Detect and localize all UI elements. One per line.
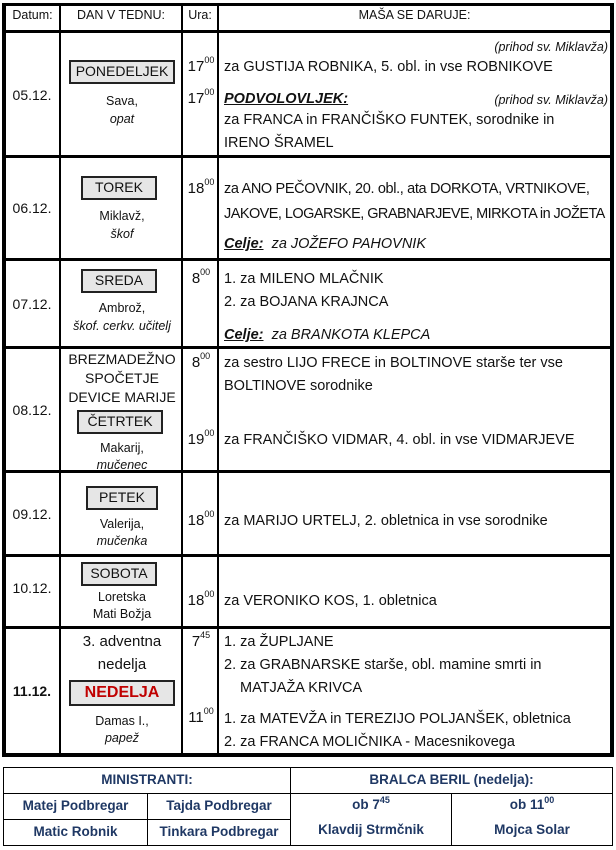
mass-time xyxy=(184,351,218,371)
saint-name: Miklavž, xyxy=(99,209,145,223)
hour: 17 xyxy=(187,90,205,107)
place-label: Celje: xyxy=(224,327,264,343)
saint-title: Mati Božja xyxy=(92,607,152,621)
minute: 00 xyxy=(204,177,215,187)
table-border-top xyxy=(2,3,614,6)
table-border-bottom xyxy=(2,753,614,757)
day-label: NEDELJA xyxy=(69,680,175,706)
day-label: ČETRTEK xyxy=(77,410,163,434)
row-date: 08.12. xyxy=(12,402,52,418)
header-divider xyxy=(2,30,614,33)
mass-intention-cont: 2. za FRANCA MOLIČNIKA - Macesnikovega xyxy=(224,734,515,750)
row-date: 05.12. xyxy=(12,87,52,103)
mass-time xyxy=(184,589,218,609)
mass-time xyxy=(184,630,218,650)
mass-intention-cont: IRENO ŠRAMEL xyxy=(224,135,334,151)
reader-time-prefix: ob xyxy=(352,797,373,812)
row-date: 09.12. xyxy=(12,506,52,522)
mass-intention-cont: 2. za GRABNARSKE starše, obl. mamine smrti in xyxy=(224,657,542,673)
reader-time xyxy=(291,797,451,812)
day-label: PONEDELJEK xyxy=(69,60,175,84)
reader-hour: 11 xyxy=(529,797,545,812)
reader-minute: 00 xyxy=(544,795,555,805)
reader-time-prefix: ob xyxy=(509,797,530,812)
saint-name: Makarij, xyxy=(100,441,144,455)
mass-intention: za FRANCA in FRANČIŠKO FUNTEK, sorodnike in xyxy=(224,112,555,128)
mass-time xyxy=(184,55,218,75)
day-label: PETEK xyxy=(86,486,158,510)
mass-intention: za sestro LIJO FRECE in BOLTINOVE starše ter vse xyxy=(224,355,563,371)
mass-intention: za GUSTIJA ROBNIKA, 5. obl. in vse ROBNIKOVE xyxy=(224,59,553,75)
reader-minute: 45 xyxy=(379,795,390,805)
minute: 00 xyxy=(204,428,215,438)
mass-intention-cont: 2. za BOJANA KRAJNCA xyxy=(224,294,389,310)
minute: 00 xyxy=(203,706,214,716)
mass-intention: 1. za ŽUPLJANE xyxy=(224,634,334,650)
mass-time xyxy=(184,87,218,107)
row-date: 07.12. xyxy=(12,296,52,312)
reader-name: Klavdij Strmčnik xyxy=(318,822,424,837)
footer-border-bottom xyxy=(3,845,613,846)
row-date: 11.12. xyxy=(12,683,52,699)
extra-text: za BRANKOTA KLEPCA xyxy=(271,327,431,343)
reader-name: Mojca Solar xyxy=(494,822,570,837)
saint-title: papež xyxy=(104,731,140,745)
footer-border-top xyxy=(3,767,613,768)
header-time: Ura: xyxy=(188,8,212,22)
row-divider xyxy=(4,258,612,261)
day-label: SOBOTA xyxy=(81,562,157,586)
feast-line: SPOČETJE xyxy=(85,370,159,386)
saint-name: Sava, xyxy=(106,94,138,108)
table-border-right xyxy=(610,3,614,757)
minute: 00 xyxy=(204,55,215,65)
saint-title: škof xyxy=(110,227,134,241)
feast-line: 3. adventna xyxy=(82,633,162,650)
saint-title: mučenec xyxy=(96,458,148,472)
minute: 00 xyxy=(200,351,211,361)
mass-time xyxy=(184,706,218,726)
feast-line: nedelja xyxy=(97,656,147,673)
saint-name: Ambrož, xyxy=(98,301,146,315)
place-label: Celje: xyxy=(224,236,264,252)
minute: 00 xyxy=(200,267,211,277)
mass-intention-cont: BOLTINOVE sorodnike xyxy=(224,378,373,394)
saint-name: Loretska xyxy=(98,590,146,604)
saint-name: Damas I., xyxy=(95,714,149,728)
hour: 11 xyxy=(188,709,204,726)
day-label: TOREK xyxy=(81,176,157,200)
header-mass: MAŠA SE DARUJE: xyxy=(358,8,471,22)
mass-intention: 1. za MATEVŽA in TEREZIJO POLJANŠEK, obletnica xyxy=(224,711,571,727)
bralci-title: BRALCA BERIL (nedelja): xyxy=(369,772,534,787)
note-text: (prihod sv. Miklavža) xyxy=(494,40,608,54)
header-date: Datum: xyxy=(12,8,53,22)
row-divider xyxy=(4,626,612,629)
hour: 18 xyxy=(187,512,205,529)
mass-time xyxy=(184,177,218,197)
mass-intention: za MARIJO URTELJ, 2. obletnica in vse sorodnike xyxy=(224,513,548,529)
saint-name: Valerija, xyxy=(99,517,145,531)
mass-intention: za VERONIKO KOS, 1. obletnica xyxy=(224,593,437,609)
place-label: PODVOLOVLJEK: xyxy=(224,91,349,107)
mass-intention: za FRANČIŠKO VIDMAR, 4. obl. in vse VIDMARJEVE xyxy=(224,432,575,448)
mass-time xyxy=(184,267,218,287)
row-date: 06.12. xyxy=(12,200,52,216)
minute: 00 xyxy=(204,509,215,519)
extra-intention xyxy=(224,327,430,343)
reader-time xyxy=(452,797,612,812)
mass-intention: za ANO PEČOVNIK, 20. obl., ata DORKOTA, VRTNIKOVE, xyxy=(224,181,590,197)
saint-title: mučenka xyxy=(96,534,148,548)
feast-line: BREZMADEŽNO xyxy=(68,351,176,367)
hour: 18 xyxy=(187,592,205,609)
mass-intention: 1. za MILENO MLAČNIK xyxy=(224,271,384,287)
col-divider xyxy=(59,5,61,755)
hour: 19 xyxy=(187,431,205,448)
ministrant-name: Tajda Podbregar xyxy=(166,798,272,813)
hour: 8 xyxy=(191,270,201,287)
row-divider xyxy=(4,346,612,349)
mass-intention-cont: MATJAŽA KRIVCA xyxy=(240,680,363,696)
ministranti-title: MINISTRANTI: xyxy=(101,772,193,787)
header-day: DAN V TEDNU: xyxy=(77,8,165,22)
table-border-left xyxy=(2,3,6,757)
day-label: SREDA xyxy=(81,269,157,293)
mass-time xyxy=(184,509,218,529)
saint-title: opat xyxy=(109,112,135,126)
row-divider xyxy=(4,554,612,557)
extra-text: za JOŽEFO PAHOVNIK xyxy=(271,236,426,252)
mass-intention-cont: JAKOVE, LOGARSKE, GRABNARJEVE, MIRKOTA in JOŽETA xyxy=(224,206,605,222)
row-divider xyxy=(4,155,612,158)
footer-border-right xyxy=(612,767,613,846)
reader-hour: 7 xyxy=(372,797,380,812)
extra-intention xyxy=(224,236,426,252)
mass-time xyxy=(184,428,218,448)
ministrant-name: Tinkara Podbregar xyxy=(159,824,279,839)
footer-divider xyxy=(3,793,613,794)
saint-title: škof. cerkv. učitelj xyxy=(73,319,171,333)
minute: 00 xyxy=(204,87,215,97)
ministrant-name: Matic Robnik xyxy=(33,824,118,839)
ministrant-name: Matej Podbregar xyxy=(22,798,129,813)
note-text: (prihod sv. Miklavža) xyxy=(494,93,608,107)
row-date: 10.12. xyxy=(12,580,52,596)
minute: 00 xyxy=(204,589,215,599)
hour: 18 xyxy=(187,180,205,197)
feast-line: DEVICE MARIJE xyxy=(68,389,176,405)
minute: 45 xyxy=(200,630,211,640)
hour: 8 xyxy=(191,354,201,371)
hour: 7 xyxy=(191,633,201,650)
hour: 17 xyxy=(187,58,205,75)
